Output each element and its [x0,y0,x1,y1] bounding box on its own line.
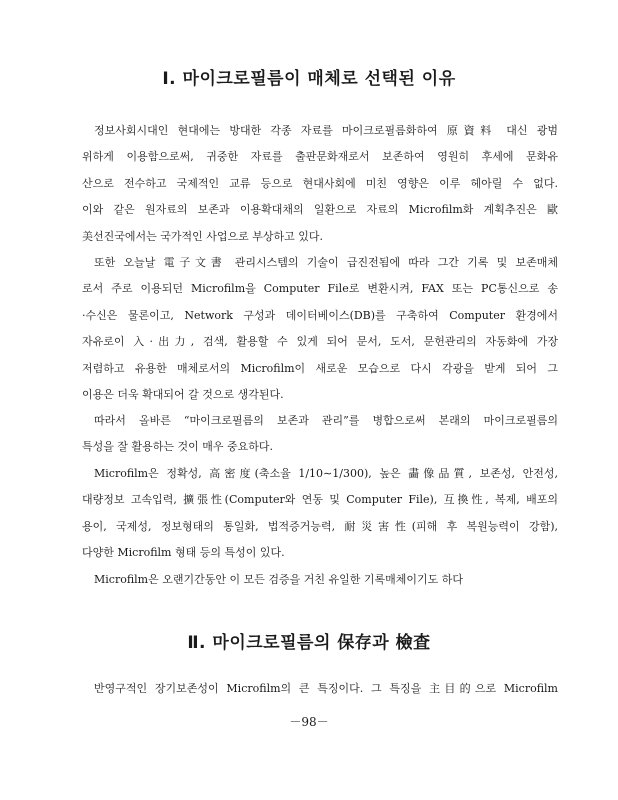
text-line: 산으로 전수하고 국제적인 교류 등으로 현대사회에 미친 영향은 이루 헤아릴 수 없다. [82,176,558,190]
text-line: 반영구적인 장기보존성이 Microfilm의 큰 특징이다. 그 특징을 主目的으로 Microfilm [94,682,558,695]
section-1-title: Ⅰ. 마이크로필름이 매체로 선택된 이유 [162,69,456,89]
section-2-paragraph-1 [82,676,558,702]
section-1-paragraph-2 [82,250,558,408]
text-line: 대량정보 고속입력, 擴張性(Computer와 연동 및 Computer File), 互換性, 복제, 배포의 [82,493,558,507]
text-line: 따라서 올바른 “마이크로필름의 보존과 관리”를 병합으로써 본래의 마이크로필름의 [94,414,558,427]
page-number: －98－ [289,715,329,729]
text-line: 美선진국에서는 국가적인 사업으로 부상하고 있다. [82,229,324,243]
text-line: 또한 오늘날 電子文書 관리시스템의 기술이 급진전됨에 따라 그간 기록 및 보존매체 [94,256,558,269]
text-line: 이용은 더욱 확대되어 갈 것으로 생각된다. [82,387,284,401]
text-line: 이와 같은 원자료의 보존과 이용확대채의 일환으로 자료의 Microfilm화 계획추진은 歐 [82,203,558,217]
text-line: Microfilm은 정확성, 高密度(축소율 1/10∼1/300), 높은 畵像品質, 보존성, 안전성, [94,467,558,480]
text-line: 자유로이 入·出力, 검색, 활용할 수 있게 되어 문서, 도서, 문헌관리의 자동화에 가장 [82,335,558,349]
section-1-paragraph-1 [82,118,558,250]
text-line: Microfilm은 오랜기간동안 이 모든 검증을 거친 유일한 기록매체이기도 하다 [94,573,463,586]
section-1-paragraph-5 [82,567,558,593]
text-line: 특성을 잘 활용하는 것이 매우 중요하다. [82,440,273,454]
text-line: 정보사회시대인 현대에는 방대한 각종 자료를 마이크로필름화하여 原資料 대신 광범 [94,124,558,137]
text-line: 위하게 이용함으로써, 귀중한 자료를 출판문화재로서 보존하여 영원히 후세에 문화유 [82,150,558,164]
text-line: 로서 주로 이용되던 Microfilm을 Computer File로 변환시켜, FAX 또는 PC통신으로 송 [82,282,558,296]
section-2-title: Ⅱ. 마이크로필름의 保存과 檢査 [187,633,431,653]
section-1-paragraph-3 [82,408,558,461]
section-1-paragraph-4 [82,461,558,567]
text-line: ·수신은 물론이고, Network 구성과 데이터베이스(DB)를 구축하여 Computer 환경에서 [82,308,558,322]
text-line: 저렴하고 유용한 매체로서의 Microfilm이 새로운 모습으로 다시 각광을 받게 되어 그 [82,361,558,375]
text-line: 용이, 국제성, 정보형태의 통일화, 법적증거능력, 耐災害性(피해 후 복원능력이 강함), [82,519,558,533]
text-line: 다양한 Microfilm 형태 등의 특성이 있다. [82,546,285,560]
